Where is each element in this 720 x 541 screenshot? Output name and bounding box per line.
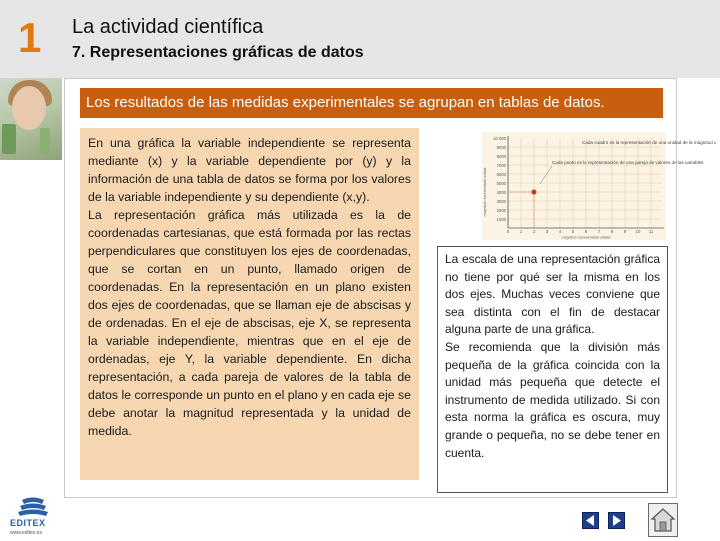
graph-x-ticks bbox=[507, 229, 654, 234]
body-paragraph: En una gráfica la variable independiente se representa mediante (x) y la variable dependiente por (y) y la información de una tabla de datos se forma por los valores de la variable independiente y su dependiente (x,y). bbox=[88, 136, 411, 204]
previous-button[interactable] bbox=[582, 512, 599, 529]
editex-logo-mark bbox=[8, 496, 58, 518]
graph-x-tick: 8 bbox=[610, 229, 614, 234]
section-subtitle: 7. Representaciones gráficas de datos bbox=[72, 44, 364, 61]
graph-y-tick: 2000 bbox=[496, 208, 506, 213]
arrow-left-icon bbox=[583, 513, 598, 528]
graph-x-tick: 3 bbox=[545, 229, 549, 234]
graph-grid bbox=[508, 138, 662, 228]
graph-x-tick: 7 bbox=[597, 229, 601, 234]
home-button[interactable] bbox=[648, 503, 678, 537]
example-graph bbox=[482, 132, 717, 240]
graph-x-tick: 5 bbox=[571, 229, 575, 234]
photo-flask-small bbox=[40, 128, 50, 154]
next-button[interactable] bbox=[608, 512, 625, 529]
note-paragraph: La escala de una representación gráfica no tiene por qué ser la misma en los dos ejes. Muchas veces conviene que sea distinta con el fin de destacar alguna parte de una gráfica. bbox=[445, 252, 660, 337]
graph-svg bbox=[482, 132, 717, 240]
arrow-right-icon bbox=[609, 513, 624, 528]
body-paragraph: La representación gráfica más utilizada es la de coordenadas cartesianas, que está formada por las rectas perpendiculares que constituyen los ejes de coordenadas, que se cortan en un punto, llamado origen de coordenadas. En la representación en un plano existen dos ejes de coordenadas, que se llaman eje de abscisas y de ordenadas. En el eje de abscisas, eje X, se representa la variable independiente, mientras que en el eje de ordenadas, eje Y, la variable dependiente. En dicha representación, a cada pareja de valores de la tabla de datos le corresponde un punto en el plano y en cada eje se debe anotar la magnitud representada y la unidad de medida. bbox=[88, 208, 411, 438]
editex-logo-url: www.editex.es bbox=[10, 530, 42, 536]
graph-x-tick: 9 bbox=[623, 229, 627, 234]
editex-logo-text: EDITEX bbox=[10, 518, 46, 528]
note-paragraph: Se recomienda que la división más pequeña de la gráfica coincida con la unidad más pequeña que detecte el instrumento de medida utilizado. Si con esta norma la gráfica es oscura, muy grande o pequeña, no se debe tener en cuenta. bbox=[445, 339, 660, 460]
graph-callout-arrow bbox=[540, 166, 552, 184]
graph-callout-units: Cada cuadro es la representación de una unidad de la magnitud x bbox=[582, 140, 717, 145]
graph-y-ticks bbox=[493, 136, 506, 222]
info-banner: Los resultados de las medidas experimentales se agrupan en tablas de datos. bbox=[80, 88, 663, 118]
chapter-number: 1 bbox=[18, 14, 42, 61]
graph-x-tick: 11 bbox=[648, 229, 654, 234]
scientist-photo bbox=[0, 78, 62, 160]
graph-y-tick: 1000 bbox=[496, 217, 506, 222]
graph-x-tick: 4 bbox=[558, 229, 562, 234]
graph-x-tick: 1 bbox=[519, 229, 523, 234]
graph-y-tick: 6000 bbox=[496, 172, 506, 177]
photo-flask bbox=[2, 124, 16, 154]
graph-y-tick: 4000 bbox=[496, 190, 506, 195]
graph-y-tick: 10 000 bbox=[493, 136, 506, 141]
graph-callout-points: Cada punto es la representación de una pareja de valores de las variables bbox=[552, 160, 704, 165]
graph-x-tick: 6 bbox=[584, 229, 588, 234]
graph-y-tick: 9000 bbox=[496, 145, 506, 150]
body-text-box bbox=[80, 128, 419, 480]
note-box bbox=[437, 246, 668, 493]
graph-x-tick: 10 bbox=[635, 229, 641, 234]
graph-y-axis-label: magnitud representada unidad bbox=[483, 167, 487, 217]
graph-y-tick: 5000 bbox=[496, 181, 506, 186]
page-title: La actividad científica bbox=[72, 16, 264, 38]
graph-x-tick: 0 bbox=[506, 229, 510, 234]
graph-x-axis-label: magnitud representada unidad bbox=[561, 235, 611, 240]
home-icon bbox=[649, 504, 677, 536]
photo-face bbox=[12, 86, 46, 130]
header-bar bbox=[0, 0, 720, 78]
graph-y-tick: 8000 bbox=[496, 154, 506, 159]
graph-x-tick: 2 bbox=[532, 229, 536, 234]
graph-y-tick: 7000 bbox=[496, 163, 506, 168]
graph-y-tick: 3000 bbox=[496, 199, 506, 204]
